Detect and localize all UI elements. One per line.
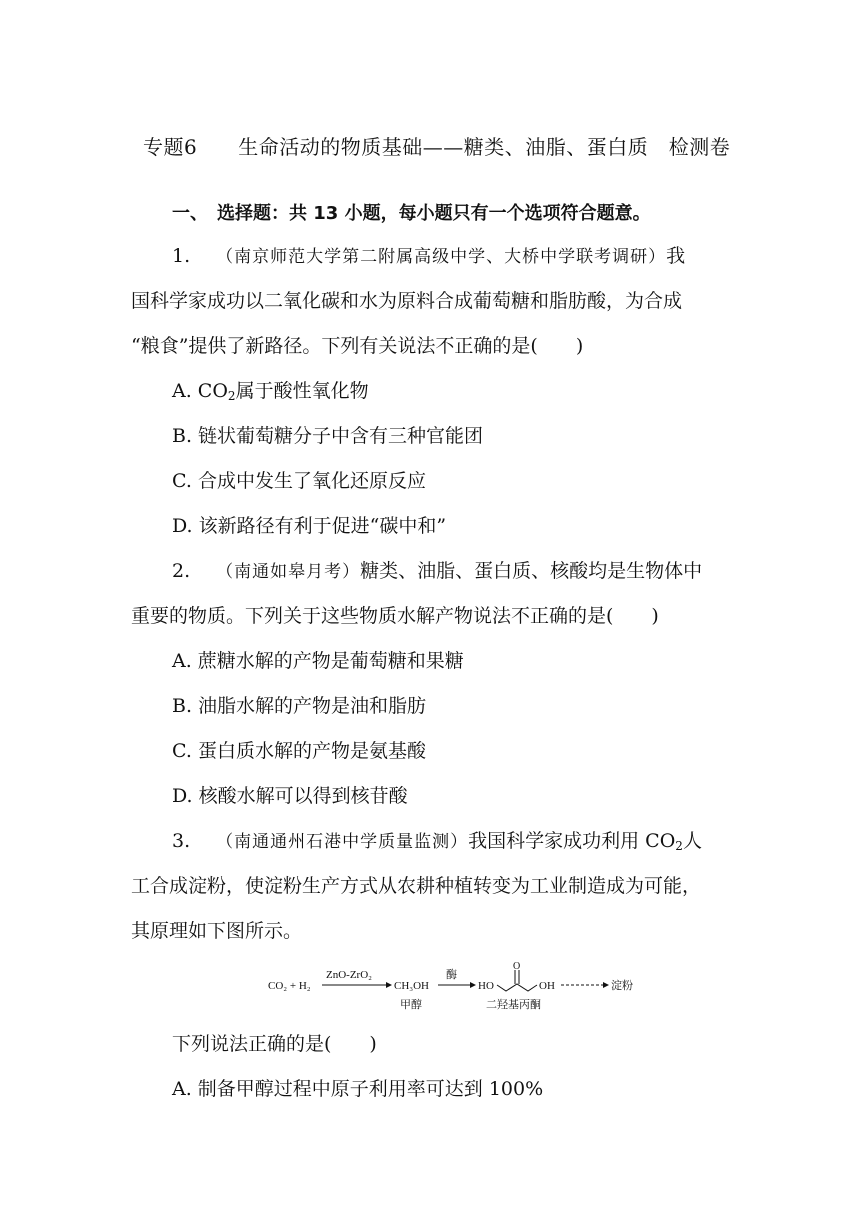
question-1-option-d: D. 该新路径有利于促进“碳中和”: [172, 515, 447, 537]
page-title: 专题6 生命活动的物质基础——糖类、油脂、蛋白质 检测卷: [143, 135, 731, 159]
scheme-ho: HO: [478, 980, 494, 992]
scheme-oh: OH: [539, 980, 555, 992]
question-1-option-c: C. 合成中发生了氧化还原反应: [172, 470, 426, 492]
question-source: （南通通州石港中学质量监测）: [216, 832, 469, 852]
question-3-line-2: 工合成淀粉，使淀粉生产方式从农耕种植转变为工业制造成为可能，: [131, 875, 702, 897]
scheme-starch: 淀粉: [611, 980, 633, 992]
scheme-enzyme: 酶: [446, 969, 457, 981]
scheme-arrowhead-2: [470, 982, 476, 988]
scheme-arrowhead-3: [603, 982, 609, 988]
scheme-skeleton: [497, 984, 537, 991]
scheme-catalyst: ZnO-ZrO₂: [326, 969, 372, 981]
question-1-option-a: A. $CO_2$属于酸性氧化物: [172, 380, 369, 403]
question-1-option-b: B. 链状葡萄糖分子中含有三种官能团: [172, 425, 484, 447]
question-source: （南通如皋月考）: [216, 562, 361, 582]
question-1-line-2: 国科学家成功以二氧化碳和水为原料合成葡萄糖和脂肪酸，为合成: [131, 290, 683, 312]
question-number: 2.: [172, 560, 191, 582]
question-3-line-1: 3. （南通通州石港中学质量监测）我国科学家成功利用 $CO_2$人: [172, 830, 702, 853]
question-2-line-1: [172, 558, 702, 585]
scheme-reactants: CO₂ + H₂: [268, 980, 311, 992]
scheme-arrowhead-1: [386, 982, 392, 988]
reaction-scheme: [268, 962, 648, 1018]
question-2-line-2: 重要的物质。下列关于这些物质水解产物说法不正确的是( ): [131, 605, 659, 627]
question-1-line-1: [172, 243, 685, 270]
scheme-dha-name: 二羟基丙酮: [486, 999, 541, 1011]
scheme-methanol-name: 甲醇: [400, 999, 422, 1011]
question-text: 糖类、油脂、蛋白质、核酸均是生物体中: [360, 560, 703, 582]
question-1-line-3: “粮食”提供了新路径。下列有关说法不正确的是( ): [131, 335, 584, 357]
scheme-carbonyl-o: O: [513, 962, 521, 972]
question-number: 3.: [172, 830, 191, 852]
question-number: 1.: [172, 245, 191, 267]
section-heading: 一、 选择题：共 13 小题，每小题只有一个选项符合题意。: [172, 203, 651, 224]
scheme-methanol-formula: CH₃OH: [394, 980, 430, 992]
question-text: 我: [666, 245, 686, 267]
question-2-option-c: C. 蛋白质水解的产物是氨基酸: [172, 740, 426, 762]
question-source: （南京师范大学第二附属高级中学、大桥中学联考调研）: [216, 247, 667, 267]
question-3-option-a: A. 制备甲醇过程中原子利用率可达到 100%: [172, 1078, 544, 1100]
question-2-option-b: B. 油脂水解的产物是油和脂肪: [172, 695, 427, 717]
question-3-prompt: 下列说法正确的是( ): [172, 1033, 377, 1055]
question-3-line-3: 其原理如下图所示。: [131, 920, 303, 942]
question-2-option-d: D. 核酸水解可以得到核苷酸: [172, 785, 408, 807]
question-2-option-a: A. 蔗糖水解的产物是葡萄糖和果糖: [172, 650, 464, 672]
